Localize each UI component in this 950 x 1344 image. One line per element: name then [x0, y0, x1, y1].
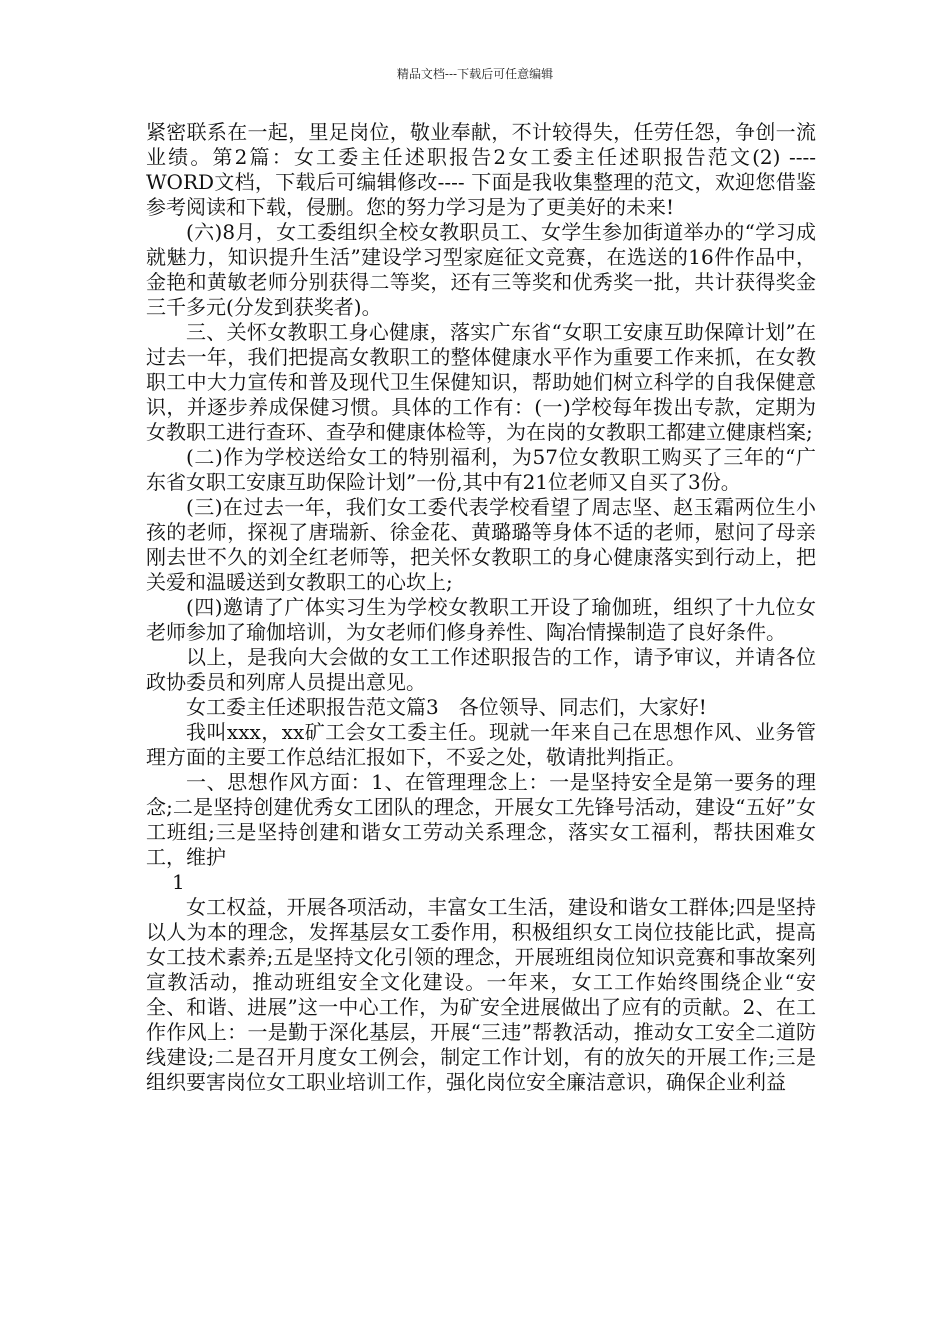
page-number: 1: [172, 870, 185, 894]
document-body: [146, 120, 816, 1095]
paragraph-item-3: (三)在过去一年，我们女工委代表学校看望了周志坚、赵玉霜两位生小孩的老师，探视了唐瑞新、徐金花、黄璐璐等身体不适的老师，慰问了母亲刚去世不久的刘全红老师等，把关怀女教职工的身心健康落实到行动上，把关爱和温暖送到女教职工的心坎上;: [146, 495, 816, 594]
paragraph-thinking-style: 一、思想作风方面：1、在管理理念上：一是坚持安全是第一要务的理念;二是坚持创建优秀女工团队的理念，开展女工先锋号活动，建设“五好”女工班组;三是坚持创建和谐女工劳动关系理念，落实女工福利，帮扶困难女工，维护: [146, 770, 816, 869]
page-header: 精品文档---下载后可任意编辑: [396, 67, 554, 81]
paragraph-item-4: (四)邀请了广体实习生为学校女教职工开设了瑜伽班，组织了十九位女老师参加了瑜伽培训，为女老师们修身养性、陶冶情操制造了良好条件。: [146, 595, 816, 644]
paragraph-item-6: (六)8月，女工委组织全校女教职员工、女学生参加街道举办的“学习成就魅力，知识提升生活”建设学习型家庭征文竞赛，在选送的16件作品中，金艳和黄敏老师分别获得二等奖，还有三等奖和优秀奖一批，共计获得奖金三千多元(分发到获奖者)。: [146, 220, 816, 319]
paragraph-self-intro: 我叫xxx，xx矿工会女工委主任。现就一年来自己在思想作风、业务管理方面的主要工作总结汇报如下，不妥之处，敬请批判指正。: [146, 720, 816, 769]
paragraph-item-2: (二)作为学校送给女工的特别福利，为57位女教职工购买了三年的“广东省女职工安康互助保险计划”一份,其中有21位老师又自买了3份。: [146, 445, 816, 494]
paragraph-intro: 紧密联系在一起，里足岗位，敬业奉献，不计较得失，任劳任怨，争创一流业绩。第2篇：女工委主任述职报告2女工委主任述职报告范文(2) ----WORD文档，下载后可编辑修改---- 下面是我收集整理的范文，欢迎您借鉴参考阅读和下载，侵删。您的努力学习是为了更美好的未来!: [146, 120, 816, 219]
paragraph-section-3: 三、关怀女教职工身心健康，落实广东省“女职工安康互助保障计划”在过去一年，我们把提高女教职工的整体健康水平作为重要工作来抓，在女教职工中大力宣传和普及现代卫生保健知识，帮助她们树立科学的自我保健意识，并逐步养成保健习惯。具体的工作有：(一)学校每年拨出专款，定期为女教职工进行查环、查孕和健康体检等，为在岗的女教职工都建立健康档案;: [146, 320, 816, 444]
paragraph-rights: 女工权益，开展各项活动，丰富女工生活，建设和谐女工群体;四是坚持以人为本的理念，发挥基层女工委作用，积极组织女工岗位技能比武，提高女工技术素养;五是坚持文化引领的理念，开展班组岗位知识竞赛和事故案列宣教活动，推动班组安全文化建设。一年来，女工工作始终围绕企业“安全、和谐、进展”这一中心工作，为矿安全进展做出了应有的贡献。2、在工作作风上：一是勤于深化基层，开展“三违”帮教活动，推动女工安全二道防线建设;二是召开月度女工例会，制定工作计划，有的放矢的开展工作;三是组织要害岗位女工职业培训工作，强化岗位安全廉洁意识，确保企业利益: [146, 895, 816, 1094]
paragraph-conclusion: 以上，是我向大会做的女工工作述职报告的工作，请予审议，并请各位政协委员和列席人员提出意见。: [146, 645, 816, 694]
paragraph-title-part-3: 女工委主任述职报告范文篇3 各位领导、同志们，大家好!: [186, 695, 707, 719]
